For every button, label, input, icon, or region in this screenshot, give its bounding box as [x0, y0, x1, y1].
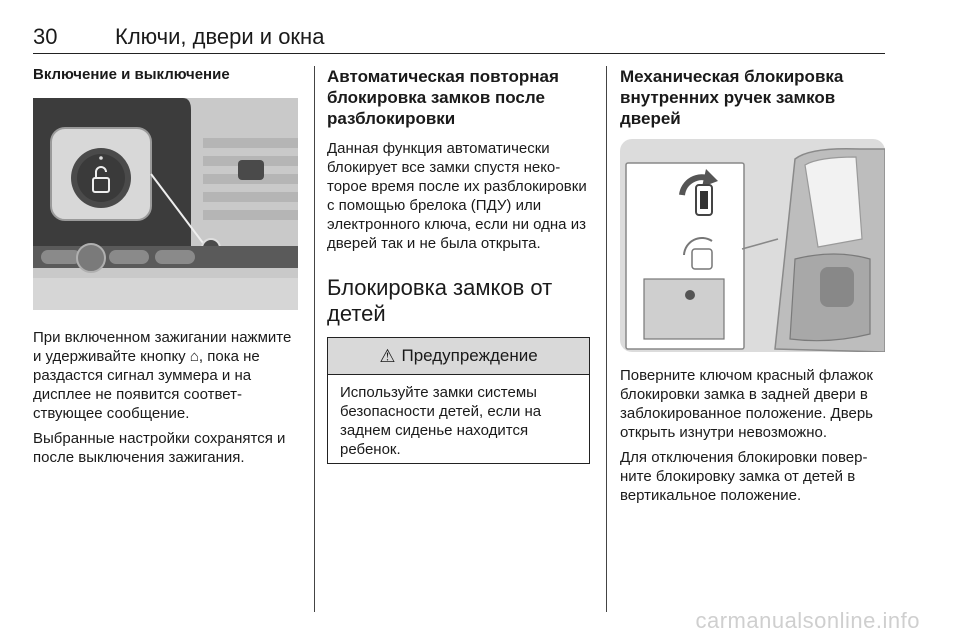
- watermark: carmanualsonline.info: [695, 608, 920, 633]
- paragraph-disable-lock: Для отключения блокировки поверните блокировку замка от детей в вертикальное положение.: [620, 449, 868, 504]
- door-illustration-svg: [620, 139, 885, 352]
- warning-header: [328, 338, 589, 375]
- warning-box: [327, 337, 590, 464]
- warning-triangle-icon: ⚠: [379, 345, 396, 366]
- section-heading-toggle: Включение и выключение: [33, 66, 230, 83]
- page-number: 30: [33, 24, 58, 49]
- column-divider-1: [314, 66, 315, 612]
- paragraph-auto-relock: Данная функция автоматически блокирует все замки спустя некоторое время после их разблокировки с помощью брелока (ПДУ) или электронного ключа, если ни одна из дверей так и не была открыта.: [327, 140, 587, 252]
- page-header: [33, 24, 885, 54]
- warning-title: Предупреждение: [401, 346, 538, 365]
- paragraph-settings-saved: Выбранные настройки сохранятся и после выключения зажигания.: [33, 430, 286, 466]
- paragraph-turn-flag: Поверните ключом красный флажок блокировки замка в задней двери в заблокированное положение. Дверь открыть изнутри невозможно.: [620, 367, 873, 441]
- chapter-title: Ключи, двери и окна: [115, 24, 325, 49]
- warning-text: Используйте замки системы безопасности детей, если на заднем сиденье находится ребенок.: [340, 384, 542, 458]
- paragraph-toggle-instructions: При включенном зажигании нажмите и удерживайте кнопку ⌂, пока не раздастся сигнал зуммера и на дисплее не появится соответствующее сообщение.: [33, 329, 292, 422]
- column-divider-2: [606, 66, 607, 612]
- rear-door-child-lock-illustration: [620, 139, 885, 352]
- column-3: [620, 66, 888, 505]
- section-heading-child-locks: Блокировка замков от детей: [327, 275, 553, 326]
- section-heading-auto-relock: Автоматическая повторная блокировка замков после разблокировки: [327, 67, 559, 128]
- column-1: [33, 66, 301, 467]
- section-heading-mechanical-lock: Механическая блокировка внутренних ручек замков дверей: [620, 67, 844, 128]
- dashboard-illustration-svg: [33, 98, 298, 310]
- dashboard-lock-button-illustration: [33, 98, 298, 310]
- column-2: [327, 66, 592, 327]
